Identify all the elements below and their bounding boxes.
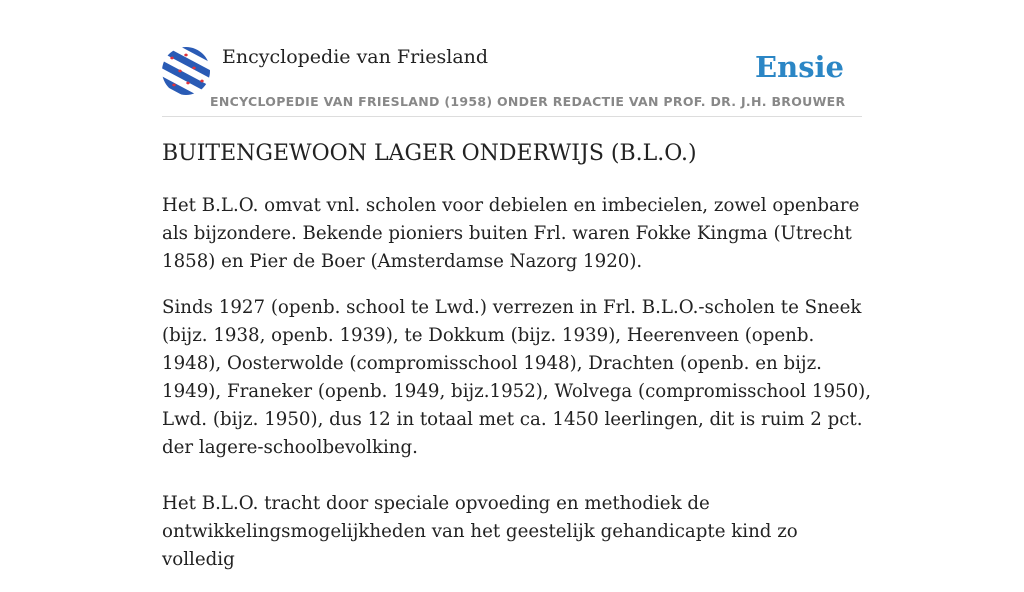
paragraph: Sinds 1927 (openb. school te Lwd.) verrezen in Frl. B.L.O.-scholen te Sneek (bijz. 1938, openb. 1939), te Dokkum (bijz. 1939), Heerenveen (openb. 1948), Oosterwolde (compromisschool 1948), Drachten (openb. en bijz. 1949), Franeker (openb. 1949, bijz.1952), Wolvega (compromisschool 1950), Lwd. (bijz. 1950), dus 12 in totaal met ca. 1450 leerlingen, dit is ruim 2 pct. der lagere-schoolbevolking. (162, 297, 872, 458)
paragraph: Het B.L.O. omvat vnl. scholen voor debielen en imbecielen, zowel openbare als bijzondere. Bekende pioniers buiten Frl. waren Fokke Kingma (Utrecht 1858) en Pier de Boer (Amsterdamse Nazorg 1920). (162, 195, 860, 272)
paragraph: Het B.L.O. tracht door speciale opvoeding en methodiek de ontwikkelingsmogelijkheden van het geestelijk gehandicapte kind zo volledig (162, 493, 798, 570)
friesland-flag-icon[interactable] (162, 47, 210, 95)
article-title: BUITENGEWOON LAGER ONDERWIJS (B.L.O.) (162, 141, 697, 166)
brand-logo[interactable]: Ensie (755, 50, 844, 84)
site-subtitle: ENCYCLOPEDIE VAN FRIESLAND (1958) ONDER REDACTIE VAN PROF. DR. J.H. BROUWER (210, 94, 846, 109)
article-body (162, 192, 874, 592)
site-header (162, 44, 862, 117)
site-title[interactable]: Encyclopedie van Friesland (222, 46, 489, 68)
